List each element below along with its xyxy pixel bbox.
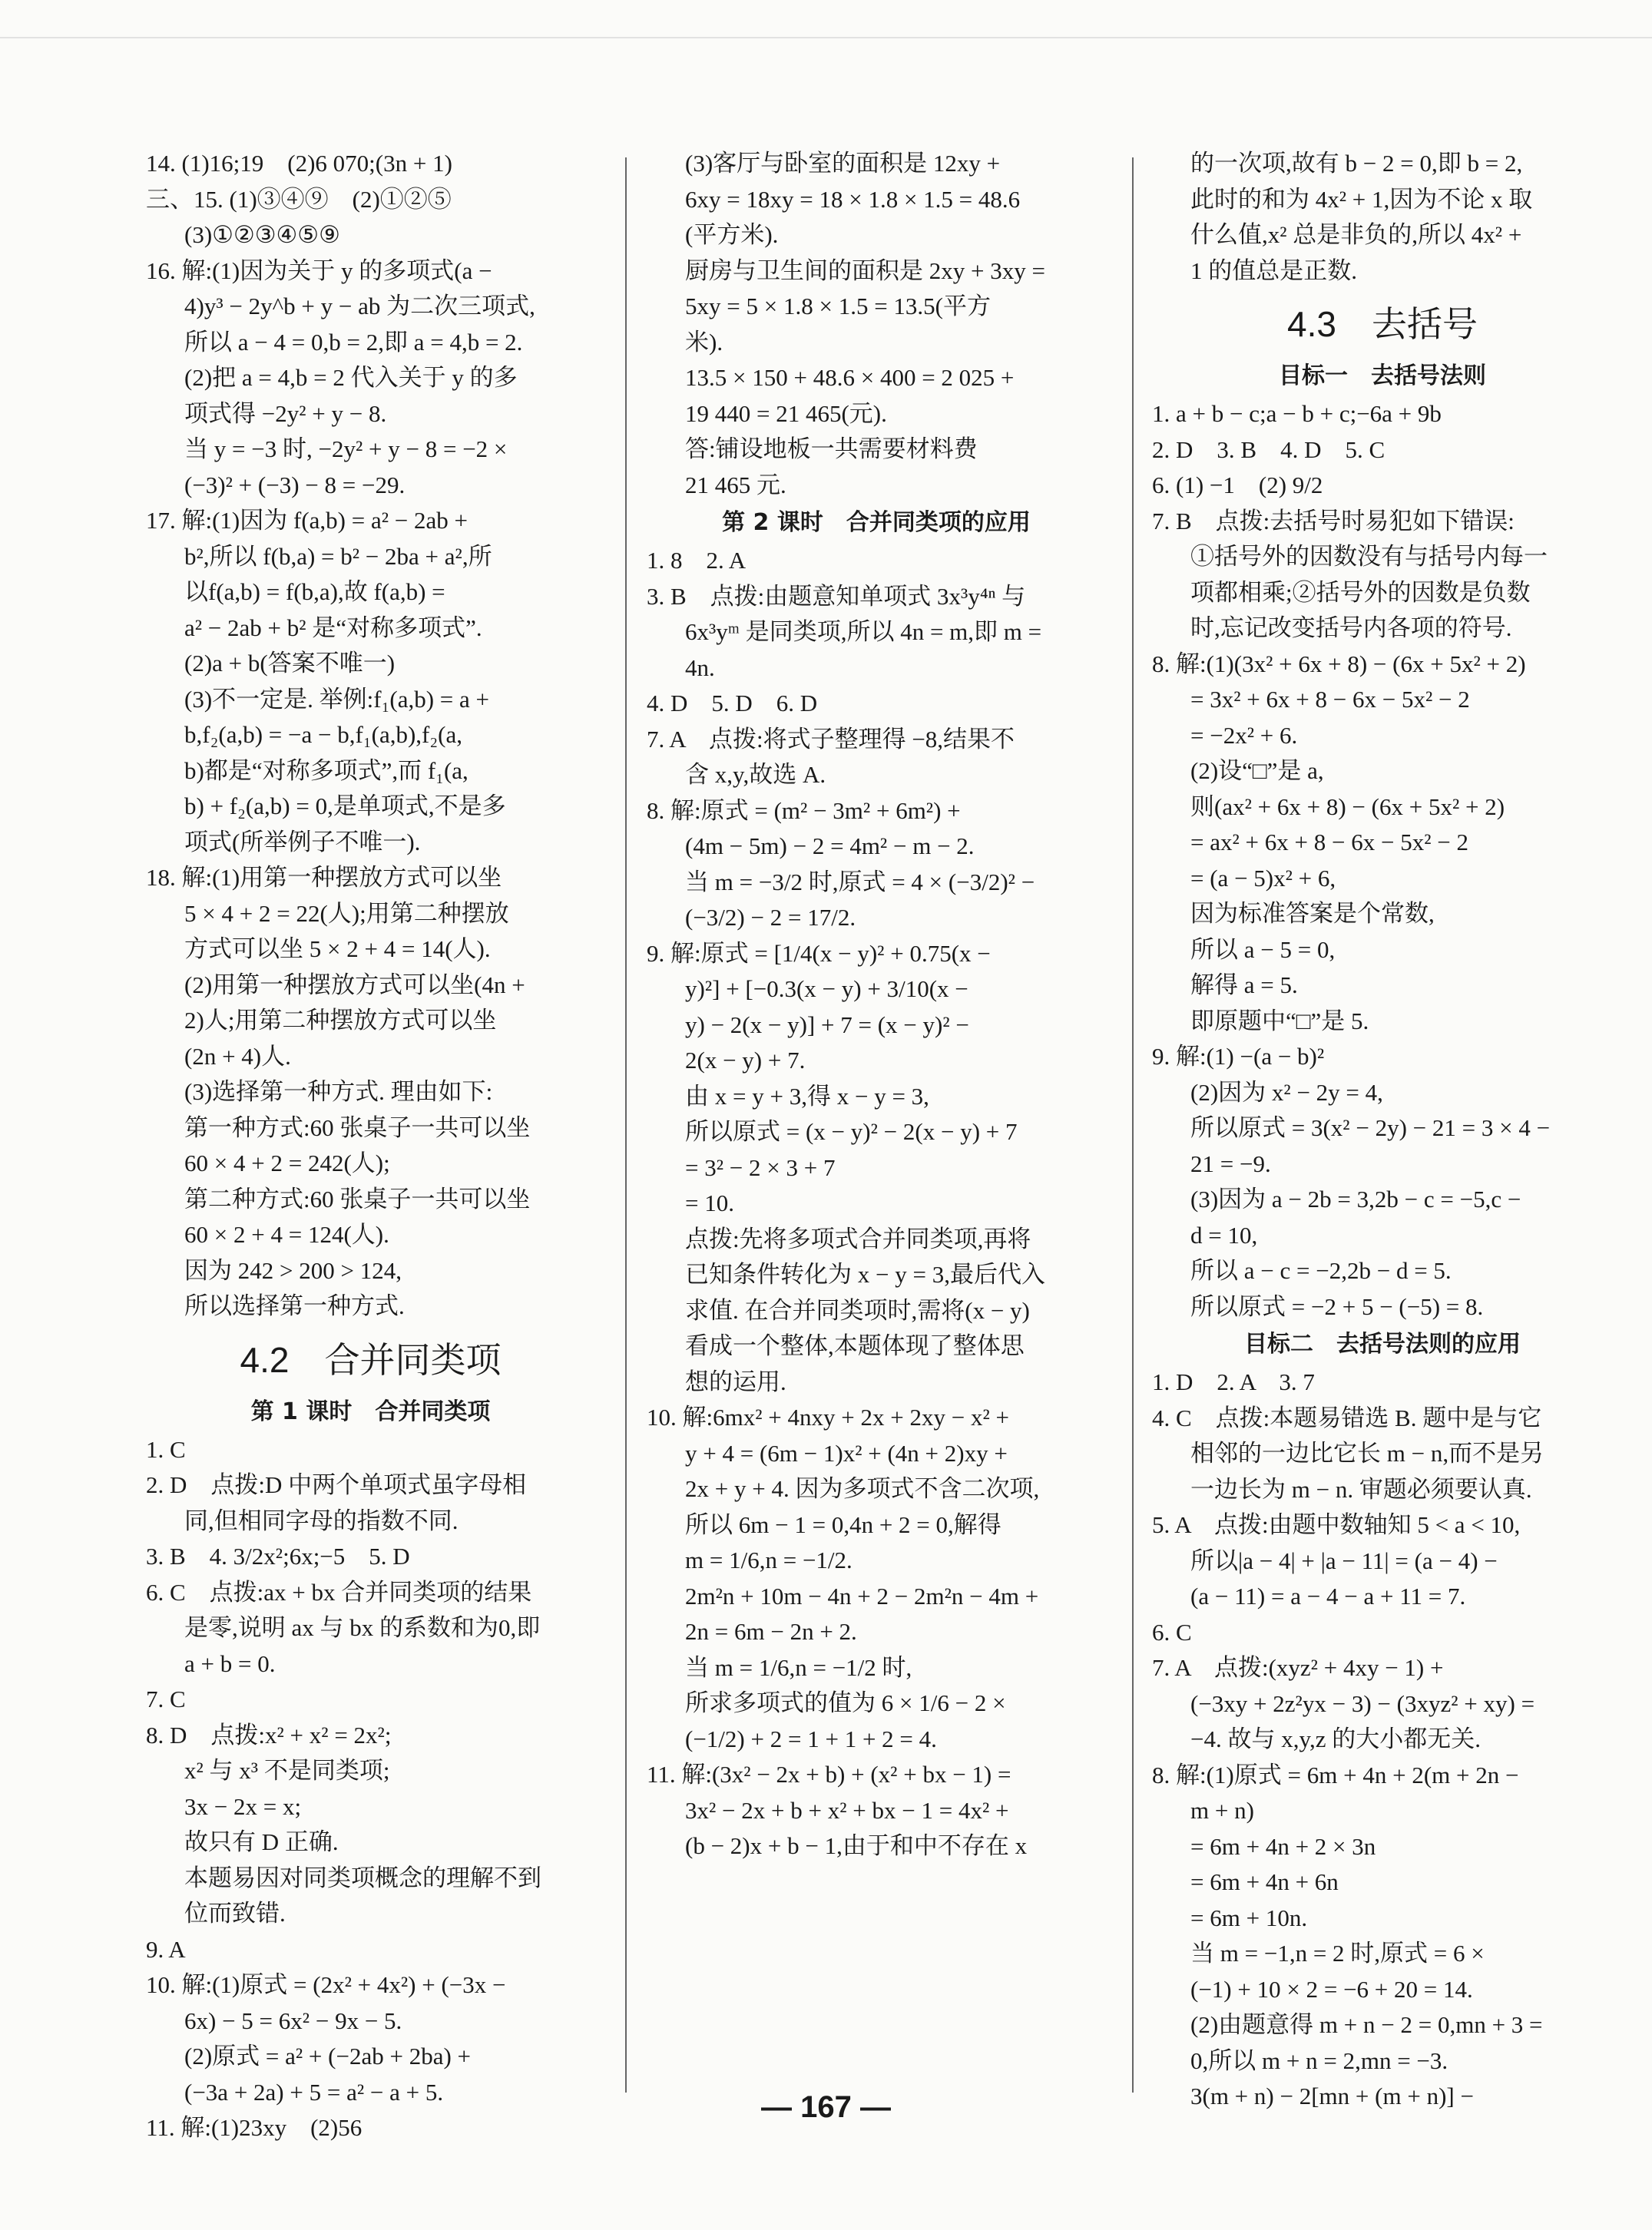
answer-line: 点拨:先将多项式合并同类项,再将 [685,1225,1031,1252]
answer-line: 3. B 4. 3/2x²;6x;−5 5. D [146,1543,410,1570]
answer-line: 9. 解:原式 = [1/4(x − y)² + 0.75(x − [647,939,991,967]
answer-line: 所以 a − 5 = 0, [1190,935,1336,963]
answer-line: y)²] + [−0.3(x − y) + 3/10(x − [685,975,968,1002]
answer-line: m + n) [1190,1797,1254,1824]
answer-line: 6x³yᵐ 是同类项,所以 4n = m,即 m = [685,618,1042,645]
answer-line: 10. 解:(1)原式 = (2x² + 4x²) + (−3x − [146,1971,506,1998]
answer-line: 2n = 6m − 2n + 2. [685,1618,857,1645]
answer-line: 已知条件转化为 x − y = 3,最后代入 [685,1261,1045,1288]
answer-line: 5. A 点拨:由题中数轴知 5 < a < 10, [1152,1511,1521,1538]
answer-line: 当 m = −3/2 时,原式 = 4 × (−3/2)² − [685,868,1035,895]
answer-column-2 [647,146,1106,1864]
answer-line: 4. D 5. D 6. D [647,690,818,716]
answer-line: (平方米). [685,221,779,248]
answer-line: 17. 解:(1)因为 f(a,b) = a² − 2ab + [146,507,468,534]
answer-line: (2)用第一种摆放方式可以坐(4n + [184,971,525,998]
answer-line: 由 x = y + 3,得 x − y = 3, [685,1082,929,1110]
answer-line: y) − 2(x − y)] + 7 = (x − y)² − [685,1011,969,1038]
answer-line: 19 440 = 21 465(元). [685,399,887,427]
answer-line: 8. 解:原式 = (m² − 3m² + 6m²) + [647,796,961,824]
answer-line: 5 × 4 + 2 = 22(人);用第二种摆放 [184,899,509,927]
answer-line: 1 的值总是正数. [1190,256,1357,284]
answer-line: 3(m + n) − 2[mn + (m + n)] − [1190,2083,1474,2109]
answer-line: = 6m + 10n. [1190,1904,1308,1931]
answer-line: = (a − 5)x² + 6, [1190,864,1336,892]
answer-line: 时,忘记改变括号内各项的符号. [1190,614,1512,641]
answer-line: b)都是“对称多项式”,而 f₁(a, [184,756,468,784]
answer-line: 0,所以 m + n = 2,mn = −3. [1190,2046,1448,2074]
answer-line: 4. C 点拨:本题易错选 B. 题中是与它 [1152,1404,1542,1431]
answer-line: = 3² − 2 × 3 + 7 [685,1153,836,1181]
answer-line: (2)把 a = 4,b = 2 代入关于 y 的多 [184,364,518,391]
answer-column-3 [1152,146,1613,2115]
answer-line: (a − 11) = a − 4 − a + 11 = 7. [1190,1583,1466,1610]
answer-line: 1. C [146,1435,186,1463]
answer-line: y + 4 = (6m − 1)x² + (4n + 2)xy + [685,1439,1008,1467]
answer-line: 所以 a − c = −2,2b − d = 5. [1190,1257,1452,1284]
answer-line: 10. 解:6mx² + 4nxy + 2x + 2xy − x² + [647,1404,1009,1431]
answer-line: 本题易因对同类项概念的理解不到 [184,1864,541,1891]
answer-line: = −2x² + 6. [1190,721,1298,749]
answer-line: 项式得 −2y² + y − 8. [184,399,387,427]
answer-line: (−3a + 2a) + 5 = a² − a + 5. [184,2078,444,2106]
answer-line: x² 与 x³ 不是同类项; [184,1757,390,1784]
answer-line: 3. B 点拨:由题意知单项式 3x³y⁴ⁿ 与 [647,582,1026,610]
answer-line: 什么值,x² 总是非负的,所以 4x² + [1190,221,1522,248]
answer-line: (3)选择第一种方式. 理由如下: [184,1078,493,1105]
answer-line: 三、15. (1)③④⑨ (2)①②⑤ [146,185,452,213]
answer-line: (b − 2)x + b − 1,由于和中不存在 x [685,1832,1028,1859]
answer-line: 11. 解:(1)23xy (2)56 [146,2114,363,2141]
answer-line: (2)因为 x² − 2y = 4, [1190,1078,1383,1106]
answer-line: 9. A [146,1935,186,1963]
answer-line: 6x) − 5 = 6x² − 9x − 5. [184,2007,402,2034]
answer-line: 求值. 在合并同类项时,需将(x − y) [685,1296,1030,1324]
answer-line: (2)设“□”是 a, [1190,757,1324,784]
answer-line: 2)人;用第二种摆放方式可以坐 [184,1007,497,1034]
answer-line: 所以 a − 4 = 0,b = 2,即 a = 4,b = 2. [184,328,523,356]
answer-line: (−3)² + (−3) − 8 = −29. [184,471,406,498]
answer-line: 9. 解:(1) −(a − b)² [1152,1043,1325,1070]
answer-line: 1. a + b − c;a − b + c;−6a + 9b [1152,400,1442,427]
answer-line: b²,所以 f(b,a) = b² − 2ba + a²,所 [184,542,492,570]
answer-line: 6. (1) −1 (2) 9/2 [1152,471,1323,498]
page-number: — 167 — [761,2090,891,2124]
answer-line: 4n. [685,653,715,681]
answer-line: 14. (1)16;19 (2)6 070;(3n + 1) [146,150,452,177]
answer-line: 13.5 × 150 + 48.6 × 400 = 2 025 + [685,364,1015,391]
answer-line: 2m²n + 10m − 4n + 2 − 2m²n − 4m + [685,1582,1039,1610]
section-title: 4.3 去括号 [1287,304,1478,344]
answer-line: 3x² − 2x + b + x² + bx − 1 = 4x² + [685,1796,1009,1824]
subsection-title: 目标一 去括号法则 [1279,362,1486,389]
answer-line: = 3x² + 6x + 8 − 6x − 5x² − 2 [1190,686,1470,713]
answer-line: 因为标准答案是个常数, [1190,900,1435,927]
subsection-title: 第 2 课时 合并同类项的应用 [722,509,1031,536]
answer-line: 所以原式 = 3(x² − 2y) − 21 = 3 × 4 − [1190,1114,1551,1141]
answer-line: 则(ax² + 6x + 8) − (6x + 5x² + 2) [1190,792,1505,820]
answer-line: 的一次项,故有 b − 2 = 0,即 b = 2, [1190,150,1523,177]
answer-line: 即原题中“□”是 5. [1190,1007,1369,1034]
answer-line: 8. 解:(1)原式 = 6m + 4n + 2(m + 2n − [1152,1761,1519,1788]
top-rule [0,37,1652,38]
column-divider-1 [625,157,627,2093]
answer-line: 因为 242 > 200 > 124, [184,1256,402,1284]
answer-line: (4m − 5m) − 2 = 4m² − m − 2. [685,832,975,859]
answer-line: 60 × 2 + 4 = 124(人). [184,1221,389,1248]
answer-line: 以f(a,b) = f(b,a),故 f(a,b) = [184,578,445,605]
answer-line: ①括号外的因数没有与括号内每一 [1190,543,1548,570]
answer-line: = 6m + 4n + 2 × 3n [1190,1832,1376,1860]
answer-line: 是零,说明 ax 与 bx 的系数和为0,即 [184,1614,541,1641]
answer-line: m = 1/6,n = −1/2. [685,1547,852,1573]
answer-line: 所以原式 = (x − y)² − 2(x − y) + 7 [685,1118,1018,1145]
subsection-title: 目标二 去括号法则的应用 [1244,1331,1521,1358]
subsection-title: 第 1 课时 合并同类项 [250,1398,491,1425]
answer-line: 8. 解:(1)(3x² + 6x + 8) − (6x + 5x² + 2) [1152,650,1526,677]
answer-line: 5xy = 5 × 1.8 × 1.5 = 13.5(平方 [685,293,992,319]
answer-line: = 10. [685,1189,734,1216]
answer-line: (2)a + b(答案不唯一) [184,650,396,677]
answer-line: 厨房与卫生间的面积是 2xy + 3xy = [685,256,1045,284]
answer-line: 所以 6m − 1 = 0,4n + 2 = 0,解得 [685,1510,1001,1538]
answer-line: 想的运用. [685,1368,786,1395]
answer-line: 3x − 2x = x; [184,1792,302,1820]
answer-line: (3)不一定是. 举例:f₁(a,b) = a + [184,685,490,713]
answer-line: 相邻的一边比它长 m − n,而不是另 [1190,1440,1544,1467]
answer-line: −4. 故与 x,y,z 的大小都无关. [1190,1725,1481,1752]
answer-line: d = 10, [1190,1221,1258,1249]
answer-line: = 6m + 4n + 6n [1190,1868,1339,1895]
answer-line: 项都相乘;②括号外的因数是负数 [1190,578,1531,606]
answer-line: 6. C 点拨:ax + bx 合并同类项的结果 [146,1578,532,1606]
answer-line: (3)因为 a − 2b = 3,2b − c = −5,c − [1190,1186,1521,1213]
answer-line: b) + f₂(a,b) = 0,是单项式,不是多 [184,792,506,819]
answer-line: (2)由题意得 m + n − 2 = 0,mn + 3 = [1190,2011,1543,2038]
answer-line: 2(x − y) + 7. [685,1047,806,1074]
column-divider-2 [1132,157,1134,2093]
answer-line: (3)客厅与卧室的面积是 12xy + [685,150,1001,177]
answer-line: 7. A 点拨:(xyz² + 4xy − 1) + [1152,1654,1444,1681]
answer-line: 当 y = −3 时, −2y² + y − 8 = −2 × [184,435,508,462]
answer-line: (−1/2) + 2 = 1 + 1 + 2 = 4. [685,1725,937,1752]
answer-line: 故只有 D 正确. [184,1828,339,1855]
answer-line: 同,但相同字母的指数不同. [184,1507,459,1534]
answer-line: 21 = −9. [1190,1150,1271,1177]
answer-line: 当 m = 1/6,n = −1/2 时, [685,1653,912,1681]
answer-line: (3)①②③④⑤⑨ [184,221,340,248]
answer-line: 2. D 点拨:D 中两个单项式虽字母相 [146,1471,527,1498]
answer-line: 所求多项式的值为 6 × 1/6 − 2 × [685,1689,1006,1716]
answer-line: 解得 a = 5. [1190,971,1298,998]
answer-line: 7. C [146,1686,186,1712]
answer-column-1 [146,146,595,2146]
answer-line: (−1) + 10 × 2 = −6 + 20 = 14. [1190,1975,1473,2003]
answer-line: (−3xy + 2z²yx − 3) − (3xyz² + xy) = [1190,1689,1535,1717]
answer-line: 7. A 点拨:将式子整理得 −8,结果不 [647,725,1015,753]
answer-line: 8. D 点拨:x² + x² = 2x²; [146,1721,392,1749]
answer-line: (2n + 4)人. [184,1042,291,1070]
answer-line: 1. D 2. A 3. 7 [1152,1368,1315,1395]
answer-line: 18. 解:(1)用第一种摆放方式可以坐 [146,864,502,891]
answer-line: 11. 解:(3x² − 2x + b) + (x² + bx − 1) = [647,1761,1011,1788]
answer-line: 位而致错. [184,1900,286,1927]
answer-line: 2. D 3. B 4. D 5. C [1152,435,1385,463]
answer-line: 16. 解:(1)因为关于 y 的多项式(a − [146,256,492,284]
answer-line: 60 × 4 + 2 = 242(人); [184,1150,390,1176]
answer-line: 此时的和为 4x² + 1,因为不论 x 取 [1190,185,1533,213]
answer-line: (2)原式 = a² + (−2ab + 2ba) + [184,2043,472,2070]
answer-line: 当 m = −1,n = 2 时,原式 = 6 × [1190,1940,1485,1967]
answer-line: 含 x,y,故选 A. [685,761,826,788]
answer-line: 所以选择第一种方式. [184,1292,405,1319]
answer-line: 一边长为 m − n. 审题必须要认真. [1190,1475,1532,1503]
answer-line: 6. C [1152,1618,1192,1646]
answer-line: a + b = 0. [184,1649,276,1677]
answer-line: 看成一个整体,本题体现了整体思 [685,1332,1025,1359]
answer-line: = ax² + 6x + 8 − 6x − 5x² − 2 [1190,829,1468,855]
answer-line: 方式可以坐 5 × 2 + 4 = 14(人). [184,935,491,962]
answer-line: 7. B 点拨:去括号时易犯如下错误: [1152,507,1515,534]
answer-line: 2x + y + 4. 因为多项式不含二次项, [685,1475,1040,1502]
answer-line: (−3/2) − 2 = 17/2. [685,904,856,931]
answer-line: a² − 2ab + b² 是“对称多项式”. [184,614,482,641]
section-title: 4.2 合并同类项 [240,1339,502,1380]
answer-line: b,f₂(a,b) = −a − b,f₁(a,b),f₂(a, [184,721,462,748]
answer-line: 1. 8 2. A [647,547,747,574]
answer-line: 所以|a − 4| + |a − 11| = (a − 4) − [1190,1547,1498,1574]
answer-line: 米). [685,328,723,356]
answer-line: 21 465 元. [685,471,786,498]
answer-line: 项式(所举例子不唯一). [184,828,421,855]
answer-line: 4)y³ − 2y^b + y − ab 为二次三项式, [184,293,535,319]
answer-line: 6xy = 18xy = 18 × 1.8 × 1.5 = 48.6 [685,185,1021,213]
answer-line: 答:铺设地板一共需要材料费 [685,435,978,462]
answer-line: 第二种方式:60 张桌子一共可以坐 [184,1185,531,1213]
answer-line: 第一种方式:60 张桌子一共可以坐 [184,1113,531,1141]
answer-line: 所以原式 = −2 + 5 − (−5) = 8. [1190,1292,1484,1320]
